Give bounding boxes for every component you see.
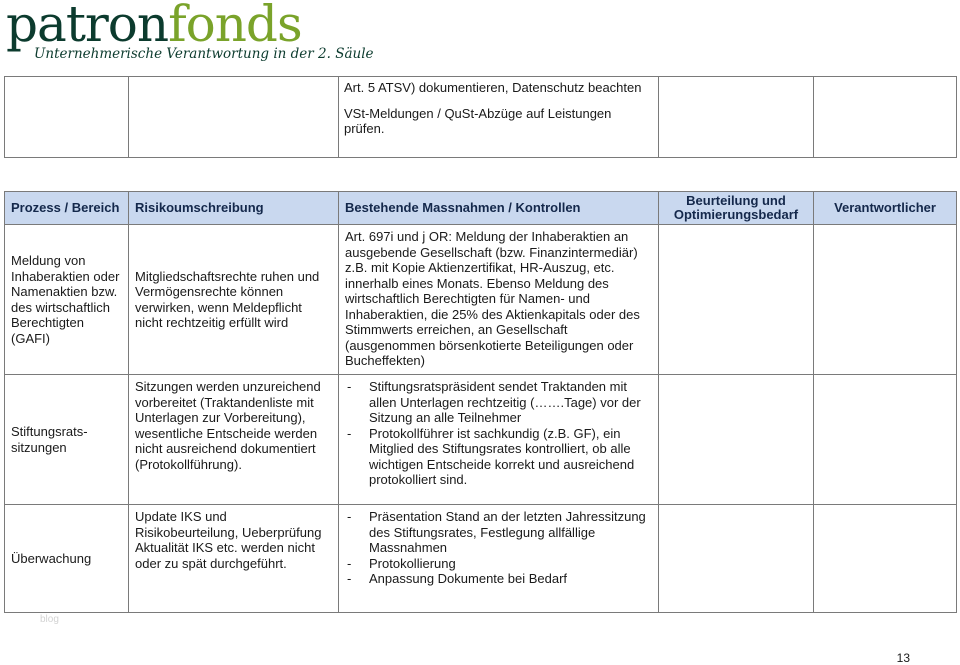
header-responsible: Verantwortlicher [814, 192, 957, 225]
responsible-cell [814, 375, 957, 505]
risk-cell: Update IKS und Risikobeurteilung, Ueberprüfung Aktualität IKS etc. werden nicht oder zu spät durchgeführt. [129, 505, 339, 613]
table-row [5, 505, 957, 613]
header-assessment: Beurteilung und Optimierungsbedarf [659, 192, 814, 225]
process-cell: Meldung von Inhaberaktien oder Namenaktien bzw. des wirtschaftlich Berechtigten (GAFI) [5, 225, 129, 375]
header-process: Prozess / Bereich [5, 192, 129, 225]
list-item: - Protokollierung [345, 556, 652, 572]
list-item: - Präsentation Stand an der letzten Jahressitzung des Stiftungsrates, Festlegung allfällige Massnahmen [345, 509, 652, 556]
list-item: - Anpassung Dokumente bei Bedarf [345, 571, 652, 587]
measures-cell [339, 77, 659, 158]
table-row [5, 77, 957, 158]
measures-list [345, 379, 652, 488]
measure-text: Art. 5 ATSV) dokumentieren, Datenschutz beachten [344, 80, 642, 95]
process-cell [5, 77, 129, 158]
table-header-row [5, 192, 957, 225]
responsible-cell [814, 77, 957, 158]
logo-tagline: Unternehmerische Verantwortung in der 2. Säule [34, 46, 374, 62]
process-cell: Überwachung [5, 505, 129, 613]
page-number: 13 [896, 651, 910, 665]
risk-control-table [4, 191, 957, 613]
header-risk: Risikoumschreibung [129, 192, 339, 225]
table-row [5, 225, 957, 375]
patronfonds-logo [6, 0, 374, 66]
risk-cell: Sitzungen werden unzureichend vorbereitet (Traktandenliste mit Unterlagen zur Vorbereitung), wesentliche Entscheide werden nicht ausreichend dokumentiert (Protokollführung). [129, 375, 339, 505]
list-item: - Stiftungsratspräsident sendet Traktanden mit allen Unterlagen rechtzeitig (…….Tage) vor der Sitzung an alle Teilnehmer [345, 379, 652, 426]
watermark-text: blog [40, 614, 59, 625]
assessment-cell [659, 77, 814, 158]
table-row [5, 375, 957, 505]
measure-text: VSt-Meldungen / QuSt-Abzüge auf Leistungen prüfen. [344, 105, 612, 136]
assessment-cell [659, 505, 814, 613]
responsible-cell [814, 505, 957, 613]
logo-part-fonds: fonds [168, 0, 302, 53]
measures-list [345, 509, 652, 587]
assessment-cell [659, 225, 814, 375]
measures-cell [339, 505, 659, 613]
responsible-cell [814, 225, 957, 375]
measures-cell: Art. 697i und j OR: Meldung der Inhaberaktien an ausgebende Gesellschaft (bzw. Finanzintermediär) z.B. mit Kopie Aktienzertifikat, HR-Auszug, etc. innerhalb eines Monats. Ebenso Meldung des wirtschaftlich Berechtigten für Namen- und Inhaberaktien, die 25% des Aktienkapitals oder des Stimmwerts erreichen, an Gesellschaft (ausgenommen börsenkotierte Beteiligungen oder Bucheffekten) [339, 225, 659, 375]
assessment-cell [659, 375, 814, 505]
header-measures: Bestehende Massnahmen / Kontrollen [339, 192, 659, 225]
risk-cell [129, 77, 339, 158]
list-item: - Protokollführer ist sachkundig (z.B. GF), ein Mitglied des Stiftungsrates kontrolliert, ob alle wichtigen Entscheide korrekt und ausreichend protokolliert sind. [345, 426, 652, 488]
process-cell: Stiftungsrats-sitzungen [5, 375, 129, 505]
logo-part-patron: patron [6, 0, 169, 53]
risk-cell: Mitgliedschaftsrechte ruhen und Vermögensrechte können verwirken, wenn Meldepflicht nicht rechtzeitig erfüllt wird [129, 225, 339, 375]
measures-cell [339, 375, 659, 505]
continuation-table [4, 76, 957, 158]
